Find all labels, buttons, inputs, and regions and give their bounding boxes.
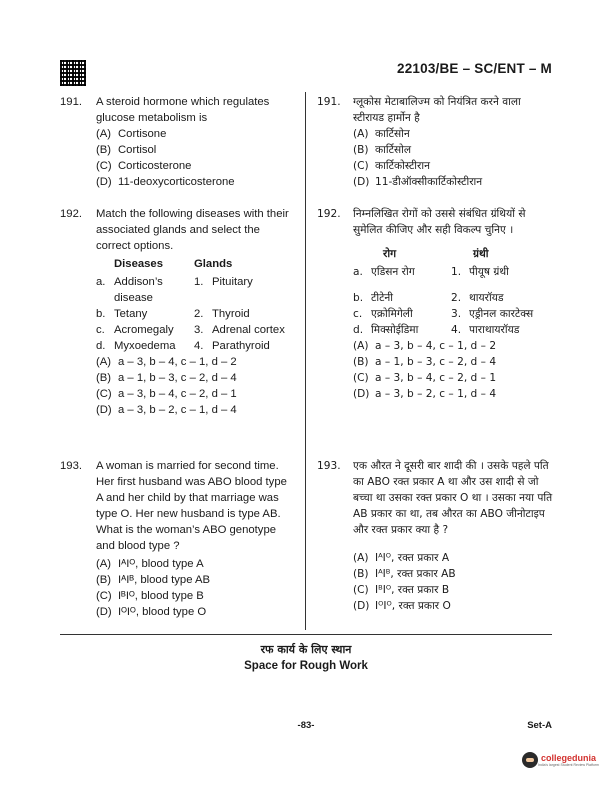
- row-number: 1.: [451, 266, 462, 278]
- option: [96, 556, 296, 572]
- qr-code: [60, 60, 86, 86]
- question-193-en: [60, 458, 296, 620]
- row-gland: Adrenal cortex: [212, 324, 285, 336]
- option: [96, 158, 296, 174]
- option-text: IᴼIᴼ, blood type O: [118, 606, 207, 618]
- row-number: 2.: [194, 308, 204, 320]
- option: [353, 550, 553, 566]
- table-row: [353, 264, 553, 280]
- option: [353, 386, 553, 402]
- row-gland: थायरॉयड: [469, 292, 504, 304]
- page-number: -83-: [297, 720, 315, 731]
- table-row: [353, 322, 553, 338]
- option-label: (B): [353, 144, 369, 156]
- row-number: 4.: [194, 340, 204, 352]
- table-header: ग्रंथी: [473, 248, 489, 260]
- row-letter: d.: [353, 324, 364, 336]
- table-row: [96, 306, 296, 322]
- row-gland: Pituitary: [212, 276, 253, 288]
- option: [96, 370, 296, 386]
- table-row: [353, 290, 553, 306]
- row-disease: एक्रोमिगेली: [371, 308, 413, 320]
- option-label: (D): [353, 600, 370, 612]
- option-text: Corticosterone: [118, 160, 192, 172]
- option-text: 11-deoxycorticosterone: [118, 176, 235, 188]
- row-letter: a.: [353, 266, 363, 278]
- question-192-en: [60, 206, 296, 418]
- option-text: IᴬIᴼ, blood type A: [118, 558, 204, 570]
- question-number: 192.: [317, 208, 341, 220]
- option-text: a – 1, b – 3, c – 2, d – 4: [118, 372, 237, 384]
- option: [96, 174, 296, 190]
- option: [96, 126, 296, 142]
- option-text: IᴬIᴮ, रक्त प्रकार AB: [375, 568, 456, 580]
- row-letter: a.: [96, 276, 106, 288]
- option-label: (A): [353, 340, 369, 352]
- table-header: Diseases: [114, 258, 163, 270]
- table-row: [96, 274, 296, 306]
- option-text: a – 1, b – 3, c – 2, d – 4: [375, 356, 497, 368]
- question-191-hi: [317, 94, 553, 190]
- row-letter: d.: [96, 340, 106, 352]
- option: [353, 598, 553, 614]
- row-gland: पीयूष ग्रंथी: [469, 266, 509, 278]
- row-letter: b.: [96, 308, 106, 320]
- option-label: (B): [96, 574, 112, 586]
- option-text: Cortisol: [118, 144, 157, 156]
- question-number: 191.: [317, 96, 341, 108]
- rough-work-label-en: Space for Rough Work: [244, 660, 368, 672]
- row-number: 1.: [194, 276, 204, 288]
- logo-text: collegedunia: [541, 753, 597, 763]
- table-row: [96, 338, 296, 354]
- option: [96, 142, 296, 158]
- option-text: a – 3, b – 4, c – 2, d – 1: [375, 372, 497, 384]
- option-text: कार्टिसोल: [375, 144, 412, 156]
- option-text: IᴮIᴼ, blood type B: [118, 590, 204, 602]
- option-text: a – 3, b – 2, c – 1, d – 4: [118, 404, 237, 416]
- row-disease: टीटेनी: [371, 292, 394, 304]
- option-label: (C): [96, 388, 112, 400]
- table-header: रोग: [383, 248, 397, 260]
- row-disease: Acromegaly: [114, 324, 174, 336]
- option-text: IᴼIᴼ, रक्त प्रकार O: [375, 600, 451, 612]
- option-label: (A): [353, 128, 369, 140]
- mascot-icon: [522, 752, 538, 768]
- question-191-en: [60, 94, 296, 190]
- row-disease: Myxoedema: [114, 340, 176, 352]
- option-text: IᴬIᴮ, blood type AB: [118, 574, 211, 586]
- question-number: 193.: [60, 460, 82, 472]
- option: [353, 174, 553, 190]
- option-label: (D): [353, 388, 370, 400]
- row-letter: b.: [353, 292, 364, 304]
- option-label: (C): [353, 160, 369, 172]
- option: [353, 142, 553, 158]
- question-text: एक औरत ने दूसरी बार शादी की । उसके पहले पति का ABO रक्त प्रकार A था और उस शादी से जो बच्चा था उसका रक्त प्रकार O था । उसका नया पति AB प्रकार का था, तब औरत का ABO जीनोटाइप और रक्त प्रकार क्या है ?: [353, 460, 553, 536]
- option-text: IᴮIᴼ, रक्त प्रकार B: [375, 584, 450, 596]
- footer-rule: [60, 634, 552, 635]
- row-gland: Parathyroid: [212, 340, 270, 352]
- column-divider: [305, 92, 306, 630]
- option-label: (C): [96, 590, 112, 602]
- question-text: निम्नलिखित रोगों को उससे संबंधित ग्रंथियों से सुमेलित कीजिए और सही विकल्प चुनिए ।: [353, 208, 526, 236]
- option-label: (D): [96, 176, 112, 188]
- row-disease: Addison’s disease: [114, 276, 163, 304]
- option-text: IᴬIᴼ, रक्त प्रकार A: [375, 552, 450, 564]
- option-text: Cortisone: [118, 128, 167, 140]
- option-label: (A): [96, 356, 112, 368]
- option: [353, 126, 553, 142]
- option-label: (B): [353, 356, 369, 368]
- row-number: 3.: [451, 308, 462, 320]
- option: [96, 402, 296, 418]
- question-text: A steroid hormone which regulates glucose metabolism is: [96, 96, 270, 124]
- match-table: [353, 246, 553, 338]
- option-label: (B): [96, 144, 112, 156]
- option-label: (A): [353, 552, 369, 564]
- table-row: [96, 322, 296, 338]
- question-text: ग्लूकोस मेटाबालिज्म को नियंत्रित करने वाला स्टीरायड हार्मोन है: [353, 96, 521, 124]
- option-text: a – 3, b – 2, c – 1, d – 4: [375, 388, 497, 400]
- option: [353, 582, 553, 598]
- table-row: [353, 306, 553, 322]
- option-label: (C): [353, 372, 369, 384]
- option: [96, 386, 296, 402]
- option-label: (C): [353, 584, 369, 596]
- row-disease: Tetany: [114, 308, 148, 320]
- option: [353, 566, 553, 582]
- match-table: [96, 256, 296, 354]
- option-text: कार्टिकोस्टीरान: [375, 160, 431, 172]
- option-label: (A): [96, 128, 112, 140]
- option-label: (B): [353, 568, 369, 580]
- option-text: कार्टिसोन: [375, 128, 410, 140]
- row-letter: c.: [96, 324, 105, 336]
- option: [96, 354, 296, 370]
- option-label: (C): [96, 160, 112, 172]
- option: [353, 338, 553, 354]
- question-number: 191.: [60, 96, 82, 108]
- row-gland: एड्रीनल कारटेक्स: [469, 308, 534, 320]
- option: [96, 572, 296, 588]
- row-disease: मिक्सोईडिमा: [371, 324, 419, 336]
- question-number: 193.: [317, 460, 341, 472]
- option: [96, 588, 296, 604]
- question-text: Match the following diseases with their associated glands and select the correct options.: [96, 208, 289, 252]
- option: [353, 158, 553, 174]
- table-header: Glands: [194, 258, 233, 270]
- option-label: (B): [96, 372, 112, 384]
- option-text: a – 3, b – 4, c – 1, d – 2: [118, 356, 237, 368]
- paper-code: 22103/BE – SC/ENT – M: [396, 61, 552, 76]
- question-number: 192.: [60, 208, 82, 220]
- option-label: (D): [96, 606, 112, 618]
- collegedunia-logo: [522, 752, 599, 768]
- row-number: 2.: [451, 292, 462, 304]
- question-192-hi: [317, 206, 553, 402]
- set-label: Set-A: [527, 720, 552, 731]
- row-disease: एडिसन रोग: [371, 266, 415, 278]
- option: [353, 370, 553, 386]
- rough-work-label-hi: रफ कार्य के लिए स्थान: [260, 643, 352, 656]
- option-label: (D): [96, 404, 112, 416]
- option-text: 11-डीऑक्सीकार्टिकोस्टीरान: [375, 176, 483, 188]
- option-label: (D): [353, 176, 370, 188]
- logo-tagline: India's largest Student Review Platform: [538, 763, 599, 767]
- row-letter: c.: [353, 308, 363, 320]
- option: [353, 354, 553, 370]
- option: [96, 604, 296, 620]
- question-193-hi: [317, 458, 553, 614]
- row-gland: Thyroid: [212, 308, 250, 320]
- row-gland: पाराथायरॉयड: [469, 324, 520, 336]
- row-number: 3.: [194, 324, 204, 336]
- option-text: a – 3, b – 4, c – 1, d – 2: [375, 340, 497, 352]
- question-text: A woman is married for second time. Her first husband was ABO blood type A and her child by that marriage was type O. Her new husband is type AB. What is the woman’s ABO genotype and blood type ?: [96, 460, 287, 552]
- option-label: (A): [96, 558, 112, 570]
- row-number: 4.: [451, 324, 462, 336]
- option-text: a – 3, b – 4, c – 2, d – 1: [118, 388, 237, 400]
